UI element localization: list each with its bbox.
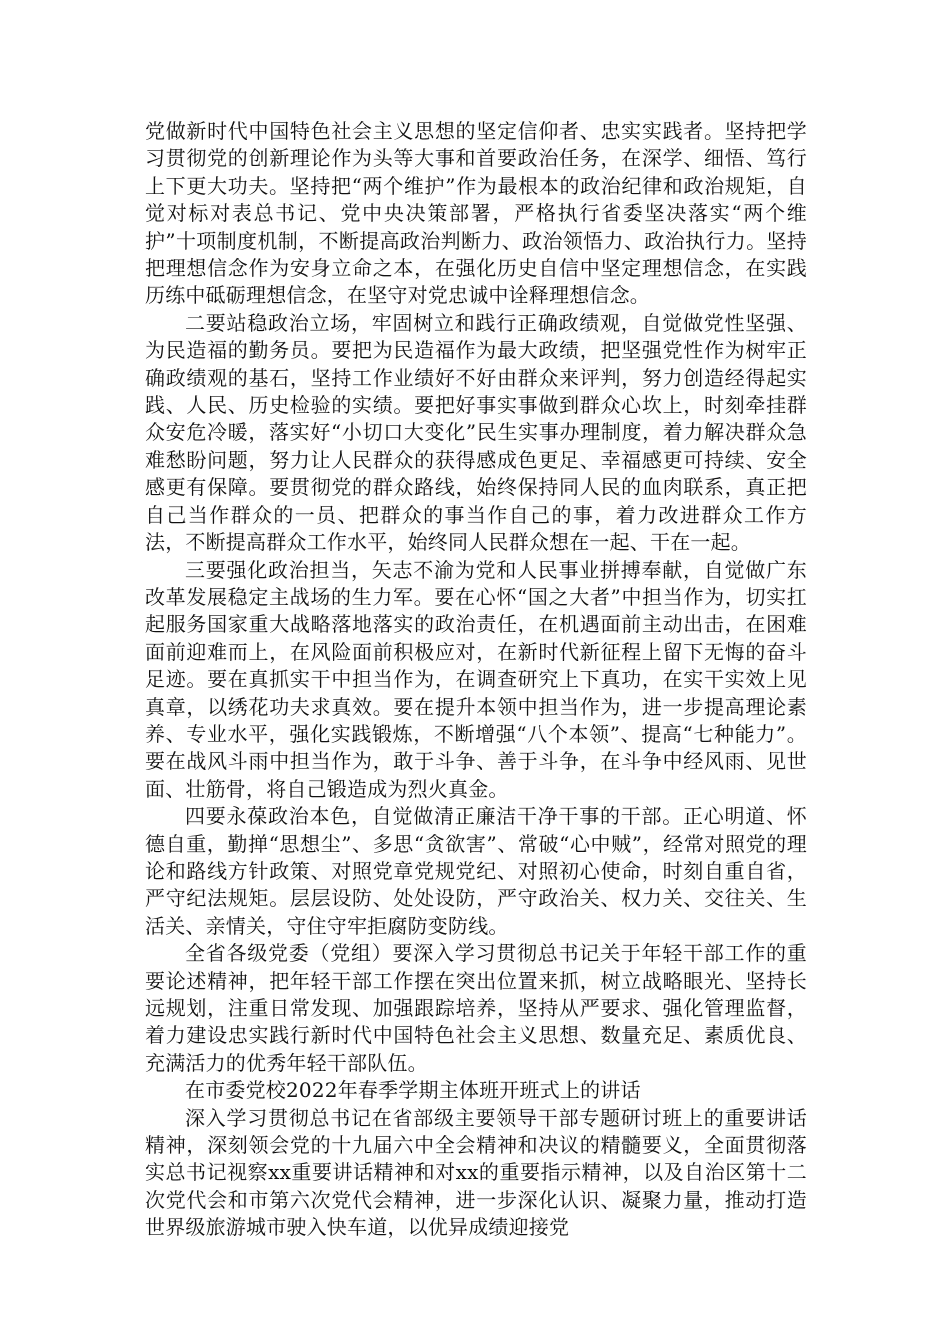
document-body — [145, 118, 807, 1242]
paragraph-1: 党做新时代中国特色社会主义思想的坚定信仰者、忠实实践者。坚持把学习贯彻党的创新理论作为头等大事和首要政治任务，在深学、细悟、笃行上下更大功夫。坚持把“两个维护”作为最根本的政治纪律和政治规矩，自觉对标对表总书记、党中央决策部署，严格执行省委坚决落实“两个维护”十项制度机制，不断提高政治判断力、政治领悟力、政治执行力。坚持把理想信念作为安身立命之本，在强化历史自信中坚定理想信念，在实践历练中砥砺理想信念，在坚守对党忠诚中诠释理想信念。 — [145, 119, 807, 308]
paragraph-6: 深入学习贯彻总书记在省部级主要领导干部专题研讨班上的重要讲话精神，深刻领会党的十九届六中全会精神和决议的精髓要义，全面贯彻落实总书记视察xx重要讲话精神和对xx的重要指示精神，以及自治区第十二次党代会和市第六次党代会精神，进一步深化认识、凝聚力量，推动打造世界级旅游城市驶入快车道，以优异成绩迎接党 — [145, 1105, 807, 1240]
speech-title: 在市委党校2022年春季学期主体班开班式上的讲话 — [185, 1078, 641, 1103]
paragraph-2: 二要站稳政治立场，牢固树立和践行正确政绩观，自觉做党性坚强、为民造福的勤务员。要把为民造福作为最大政绩，把坚强党性作为树牢正确政绩观的基石，坚持工作业绩好不好由群众来评判，努力创造经得起实践、人民、历史检验的实绩。要把好事实事做到群众心坎上，时刻牵挂群众安危冷暖，落实好“小切口大变化”民生实事办理制度，着力解决群众急难愁盼问题，努力让人民群众的获得感成色更足、幸福感更可持续、安全感更有保障。要贯彻党的群众路线，始终保持同人民的血肉联系，真正把自己当作群众的一员、把群众的事当作自己的事，着力改进群众工作方法，不断提高群众工作水平，始终同人民群众想在一起、干在一起。 — [145, 310, 807, 555]
paragraph-4: 四要永葆政治本色，自觉做清正廉洁干净干事的干部。正心明道、怀德自重，勤掸“思想尘”、多思“贪欲害”、常破“心中贼”，经常对照党的理论和路线方针政策、对照党章党规党纪、对照初心使命，时刻自重自省，严守纪法规矩。层层设防、处处设防，严守政治关、权力关、交往关、生活关、亲情关，守住守牢拒腐防变防线。 — [145, 804, 807, 938]
paragraph-3: 三要强化政治担当，矢志不渝为党和人民事业拼搏奉献，自觉做广东改革发展稳定主战场的生力军。要在心怀“国之大者”中担当作为，切实扛起服务国家重大战略落地落实的政治责任，在机遇面前主动出击，在困难面前迎难而上，在风险面前积极应对，在新时代新征程上留下无悔的奋斗足迹。要在真抓实干中担当作为，在调查研究上下真功，在实干实效上见真章，以绣花功夫求真效。要在提升本领中担当作为，进一步提高理论素养、专业水平，强化实践锻炼，不断增强“八个本领”、提高“七种能力”。要在战风斗雨中担当作为，敢于斗争、善于斗争，在斗争中经风雨、见世面、壮筋骨，将自己锻造成为烈火真金。 — [145, 557, 807, 801]
paragraph-5: 全省各级党委（党组）要深入学习贯彻总书记关于年轻干部工作的重要论述精神，把年轻干部工作摆在突出位置来抓，树立战略眼光、坚持长远规划，注重日常发现、加强跟踪培养，坚持从严要求、强化管理监督，着力建设忠实践行新时代中国特色社会主义思想、数量充足、素质优良、充满活力的优秀年轻干部队伍。 — [145, 941, 807, 1075]
